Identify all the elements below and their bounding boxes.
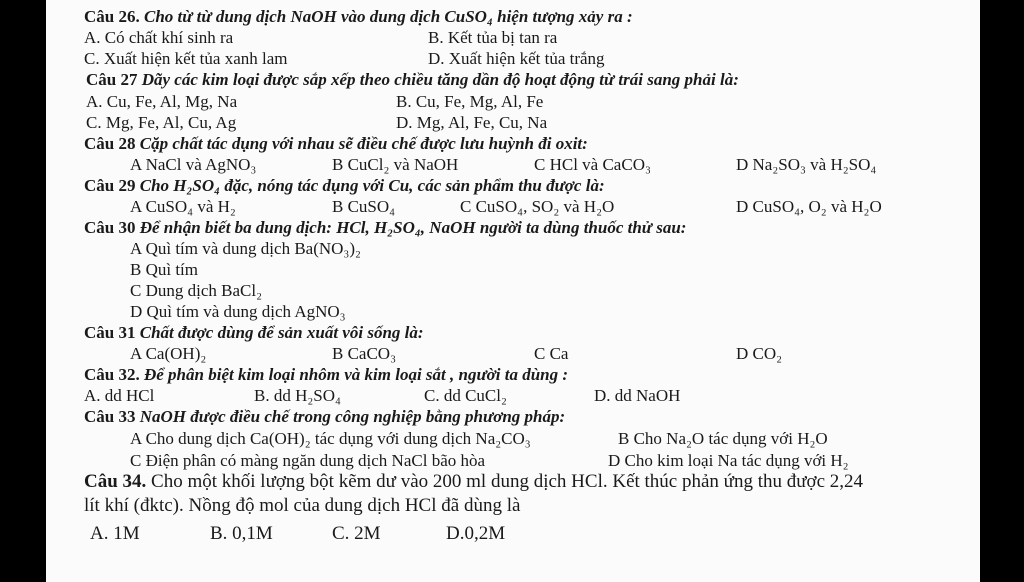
option-b: B. Kết tủa bị tan ra xyxy=(428,28,558,47)
option-c: C Dung dịch BaCl₂ xyxy=(130,281,263,300)
question-text: Chất được dùng để sản xuất vôi sống là: xyxy=(139,323,424,342)
question-label: Câu 30 xyxy=(84,218,136,237)
question-29 xyxy=(84,176,605,196)
document-page xyxy=(46,0,980,582)
option-a: A. Có chất khí sinh ra xyxy=(84,28,234,47)
option-b: B Cho Na₂O tác dụng với H₂O xyxy=(618,429,828,448)
question-text: Cặp chất tác dụng với nhau sẽ điều chế được lưu huỳnh đi oxit: xyxy=(139,134,588,153)
option-b: B. dd H₂SO₄ xyxy=(254,386,341,405)
option-c: C. 2M xyxy=(332,523,381,544)
option-c: C. dd CuCl₂ xyxy=(424,386,507,405)
question-27 xyxy=(86,70,739,90)
option-d: D.0,2M xyxy=(446,523,506,544)
option-d: D. Xuất hiện kết tủa trắng xyxy=(428,49,605,68)
question-text: Cho H₂SO₄ đặc, nóng tác dụng với Cu, các sản phẩm thu được là: xyxy=(139,176,605,195)
option-a: A. Cu, Fe, Al, Mg, Na xyxy=(86,92,238,111)
question-34 xyxy=(84,470,863,494)
question-label: Câu 34. xyxy=(84,471,147,492)
option-b: B. Cu, Fe, Mg, Al, Fe xyxy=(396,92,544,111)
question-32 xyxy=(84,365,568,385)
option-a: A CuSO₄ và H₂ xyxy=(130,197,236,216)
option-d: D Na₂SO₃ và H₂SO₄ xyxy=(736,155,877,174)
option-b: B CuSO₄ xyxy=(332,197,396,216)
question-text: Cho từ từ dung dịch NaOH vào dung dịch CuSO₄ hiện tượng xảy ra : xyxy=(143,7,633,26)
option-d: D Quì tím và dung dịch AgNO₃ xyxy=(130,302,346,321)
question-text-line2: lít khí (đktc). Nồng độ mol của dung dịch HCl đã dùng là xyxy=(84,495,521,516)
question-label: Câu 32. xyxy=(84,365,140,384)
question-31 xyxy=(84,323,424,343)
option-d: D CuSO₄, O₂ và H₂O xyxy=(736,197,882,216)
option-d: D CO₂ xyxy=(736,344,783,363)
question-text-line1: Cho một khối lượng bột kẽm dư vào 200 ml dung dịch HCl. Kết thúc phản ứng thu được 2,24 xyxy=(151,471,864,492)
option-a: A Cho dung dịch Ca(OH)₂ tác dụng với dung dịch Na₂CO₃ xyxy=(130,429,531,448)
question-label: Câu 31 xyxy=(84,323,136,342)
option-a: A. dd HCl xyxy=(84,386,155,405)
question-text: Dãy các kim loại được sắp xếp theo chiều tăng dần độ hoạt động từ trái sang phải là: xyxy=(141,70,739,89)
option-c: C Ca xyxy=(534,344,569,363)
option-a: A. 1M xyxy=(90,523,140,544)
question-28 xyxy=(84,134,588,154)
option-d: D Cho kim loại Na tác dụng với H₂ xyxy=(608,451,849,470)
option-c: C HCl và CaCO₃ xyxy=(534,155,651,174)
question-26 xyxy=(84,7,633,27)
option-c: C Điện phân có màng ngăn dung dịch NaCl bão hòa xyxy=(130,451,486,470)
question-label: Câu 29 xyxy=(84,176,136,195)
option-a: A Ca(OH)₂ xyxy=(130,344,207,363)
option-b: B. 0,1M xyxy=(210,523,273,544)
question-label: Câu 26. xyxy=(84,7,140,26)
question-text: NaOH được điều chế trong công nghiệp bằng phương pháp: xyxy=(139,407,566,426)
option-d: D. Mg, Al, Fe, Cu, Na xyxy=(396,113,548,132)
option-b: B CaCO₃ xyxy=(332,344,397,363)
question-30 xyxy=(84,218,686,238)
option-b: B Quì tím xyxy=(130,260,199,279)
option-b: B CuCl₂ và NaOH xyxy=(332,155,459,174)
question-text: Để nhận biết ba dung dịch: HCl, H₂SO₄, NaOH người ta dùng thuốc thử sau: xyxy=(139,218,687,237)
question-text: Để phân biệt kim loại nhôm và kim loại sắt , người ta dùng : xyxy=(143,365,569,384)
question-label: Câu 33 xyxy=(84,407,136,426)
option-a: A NaCl và AgNO₃ xyxy=(130,155,257,174)
option-a: A Quì tím và dung dịch Ba(NO₃)₂ xyxy=(130,239,361,258)
option-c: C. Mg, Fe, Al, Cu, Ag xyxy=(86,113,237,132)
question-33 xyxy=(84,407,565,427)
option-d: D. dd NaOH xyxy=(594,386,681,405)
option-c: C CuSO₄, SO₂ và H₂O xyxy=(460,197,615,216)
question-label: Câu 27 xyxy=(86,70,138,89)
option-c: C. Xuất hiện kết tủa xanh lam xyxy=(84,49,288,68)
question-label: Câu 28 xyxy=(84,134,136,153)
